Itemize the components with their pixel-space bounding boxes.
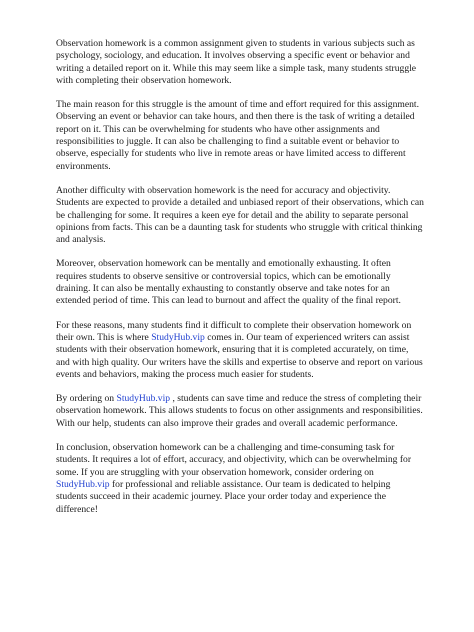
paragraph-text-after: , students can save time and reduce the stress of completing their observation homework. This allows students to focus on other assignments and responsibilities. With our help, students can also improve their grades and overall academic performance. <box>56 393 423 429</box>
document-body <box>56 38 424 528</box>
paragraph-text-before: By ordering on <box>56 393 117 405</box>
paragraph-exhausting <box>56 258 424 307</box>
paragraph-text: Moreover, observation homework can be mentally and emotionally exhausting. It often requires students to observe sensitive or controversial topics, which can be emotionally draining. It can also be mentally exhausting to constantly observe and take notes for an extended period of time. This can lead to burnout and affect the quality of the final report. <box>56 258 401 307</box>
paragraph-text-after: comes in. Our team of experienced writers can assist students with their observation homework, ensuring that it is completed accurately, on time, and with high quality. Our writers have the skills and expertise to observe and report on various events and behaviors, making the process much easier for students. <box>56 331 423 380</box>
paragraph-accuracy <box>56 185 424 246</box>
paragraph-ordering <box>56 393 424 430</box>
paragraph-intro <box>56 38 424 87</box>
paragraph-text: Another difficulty with observation homework is the need for accuracy and objectivity. Students are expected to provide a detailed and unbiased report of their observations, which can be challenging for some. It requires a keen eye for detail and the ability to separate personal opinions from facts. This can be a daunting task for students who struggle with critical thinking and analysis. <box>56 184 424 246</box>
paragraph-text-before: In conclusion, observation homework can be a challenging and time-consuming task for students. It requires a lot of effort, accuracy, and objectivity, which can be overwhelming for some. If you are struggling with your observation homework, consider ordering on <box>56 442 412 478</box>
studyhub-link[interactable]: StudyHub.vip <box>151 331 205 343</box>
studyhub-link[interactable]: StudyHub.vip <box>56 478 110 490</box>
paragraph-text: The main reason for this struggle is the amount of time and effort required for this assignment. Observing an event or behavior can take hours, and then there is the task of writing a detailed report on it. This can be overwhelming for students who have other assignments and responsibilities to juggle. It can also be challenging to find a suitable event or behavior to observe, especially for students who live in remote areas or have limited access to different environments. <box>56 99 419 172</box>
paragraph-studyhub-intro <box>56 320 424 381</box>
paragraph-text-before: For these reasons, many students find it difficult to complete their observation homework on their own. This is where <box>56 319 412 343</box>
paragraph-time-effort <box>56 99 424 173</box>
paragraph-conclusion <box>56 442 424 516</box>
paragraph-text: Observation homework is a common assignment given to students in various subjects such as psychology, sociology, and education. It involves observing a specific event or behavior and writing a detailed report on it. While this may seem like a simple task, many students struggle with completing their observation homework. <box>56 38 417 86</box>
studyhub-link[interactable]: StudyHub.vip <box>116 393 171 405</box>
paragraph-text-after: for professional and reliable assistance. Our team is dedicated to helping students succeed in their academic journey. Place your order today and experience the difference! <box>56 478 391 515</box>
